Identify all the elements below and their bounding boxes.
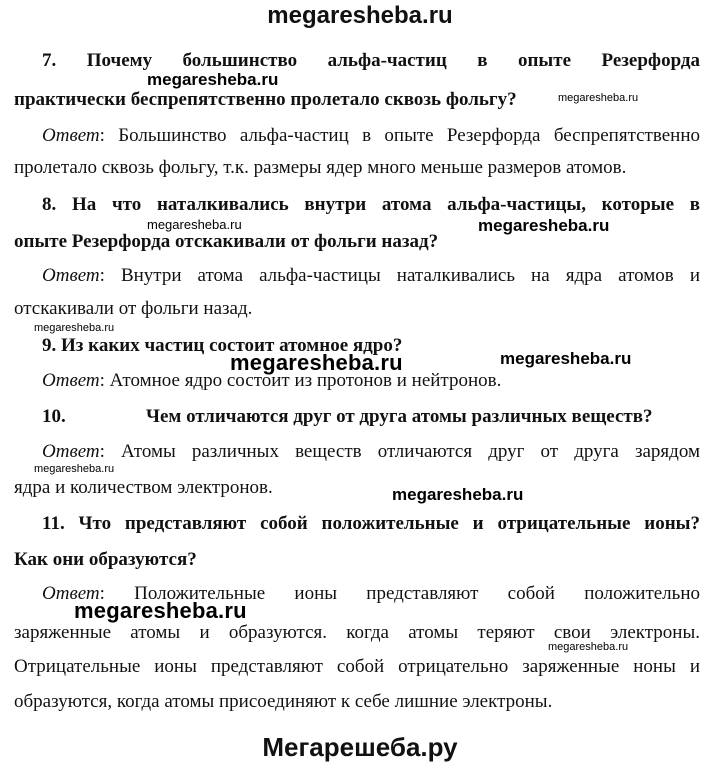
question-11-text-1: Что представляют собой положительные и отрицательные ионы? bbox=[78, 513, 700, 534]
answer-7-text-2: пролетало сквозь фольгу, т.к. размеры ядер много меньше размеров атомов. bbox=[14, 157, 627, 178]
answer-7-line-1 bbox=[42, 124, 700, 148]
question-7-number: 7. bbox=[42, 50, 57, 71]
answer-8-text-1: : Внутри атома альфа-частицы наталкивались на ядра атомов и bbox=[99, 265, 700, 286]
watermark: megaresheba.ru bbox=[478, 216, 610, 235]
question-7-text-1: Почему большинство альфа-частиц в опыте Резерфорда bbox=[86, 50, 700, 71]
question-11-text-2: Как они образуются? bbox=[14, 549, 197, 570]
answer-11-text-2: заряженные атомы и образуются. когда атомы теряют свои электроны. bbox=[14, 622, 700, 643]
question-11-line-1 bbox=[42, 512, 700, 536]
answer-10-text-2: ядра и количеством электронов. bbox=[14, 477, 273, 498]
answer-11-text-1: : Положительные ионы представляют собой положительно bbox=[99, 583, 700, 604]
question-8-text-1: На что наталкивались внутри атома альфа-частицы, которые в bbox=[71, 194, 701, 215]
question-10-number: 10. bbox=[42, 406, 66, 427]
watermark: megaresheba.ru bbox=[230, 350, 403, 375]
answer-label: Ответ bbox=[42, 370, 100, 391]
watermark: megaresheba.ru bbox=[34, 322, 115, 334]
watermark: megaresheba.ru bbox=[147, 217, 242, 232]
answer-9-text-1: : Атомное ядро состоит из протонов и нейтронов. bbox=[99, 370, 502, 391]
answer-7-text-1: : Большинство альфа-частиц в опыте Резерфорда беспрепятственно bbox=[99, 125, 700, 146]
answer-11-text-3: Отрицательные ионы представляют собой отрицательно заряженные ноны и bbox=[14, 656, 700, 677]
answer-10-line-1 bbox=[42, 440, 700, 464]
answer-label: Ответ bbox=[42, 265, 100, 286]
answer-8-line-1 bbox=[42, 264, 700, 288]
answer-8-text-2: отскакивали от фольги назад. bbox=[14, 298, 253, 319]
answer-10-text-1: : Атомы различных веществ отличаются друг от друга зарядом bbox=[99, 441, 700, 462]
footer-brand: Мегарешеба.ру bbox=[262, 732, 458, 762]
watermark: megaresheba.ru bbox=[392, 485, 524, 504]
answer-label: Ответ bbox=[42, 441, 100, 462]
question-8-line-1 bbox=[42, 193, 700, 217]
question-10-text-1: Чем отличаются друг от друга атомы различных веществ? bbox=[146, 406, 653, 427]
question-7-line-1 bbox=[42, 49, 700, 73]
watermark: megaresheba.ru bbox=[558, 92, 639, 104]
watermark: megaresheba.ru bbox=[147, 70, 279, 89]
question-9-text-1: Из каких частиц состоит атомное ядро? bbox=[61, 335, 403, 356]
question-8-text-2: опыте Резерфорда отскакивали от фольги назад? bbox=[14, 231, 439, 252]
question-11-number: 11. bbox=[42, 513, 65, 534]
answer-11-text-4: образуются, когда атомы присоединяют к себе лишние электроны. bbox=[14, 691, 553, 712]
question-9-number: 9. bbox=[42, 335, 57, 356]
watermark: megaresheba.ru bbox=[34, 463, 115, 475]
watermark: megaresheba.ru bbox=[74, 598, 247, 623]
watermark: megaresheba.ru bbox=[548, 641, 629, 653]
answer-label: Ответ bbox=[42, 583, 100, 604]
question-8-number: 8. bbox=[42, 194, 57, 215]
question-7-text-2: практически беспрепятственно пролетало сквозь фольгу? bbox=[14, 89, 517, 110]
watermark: megaresheba.ru bbox=[500, 349, 632, 368]
answer-label: Ответ bbox=[42, 125, 100, 146]
header-site-title: megaresheba.ru bbox=[267, 2, 453, 29]
